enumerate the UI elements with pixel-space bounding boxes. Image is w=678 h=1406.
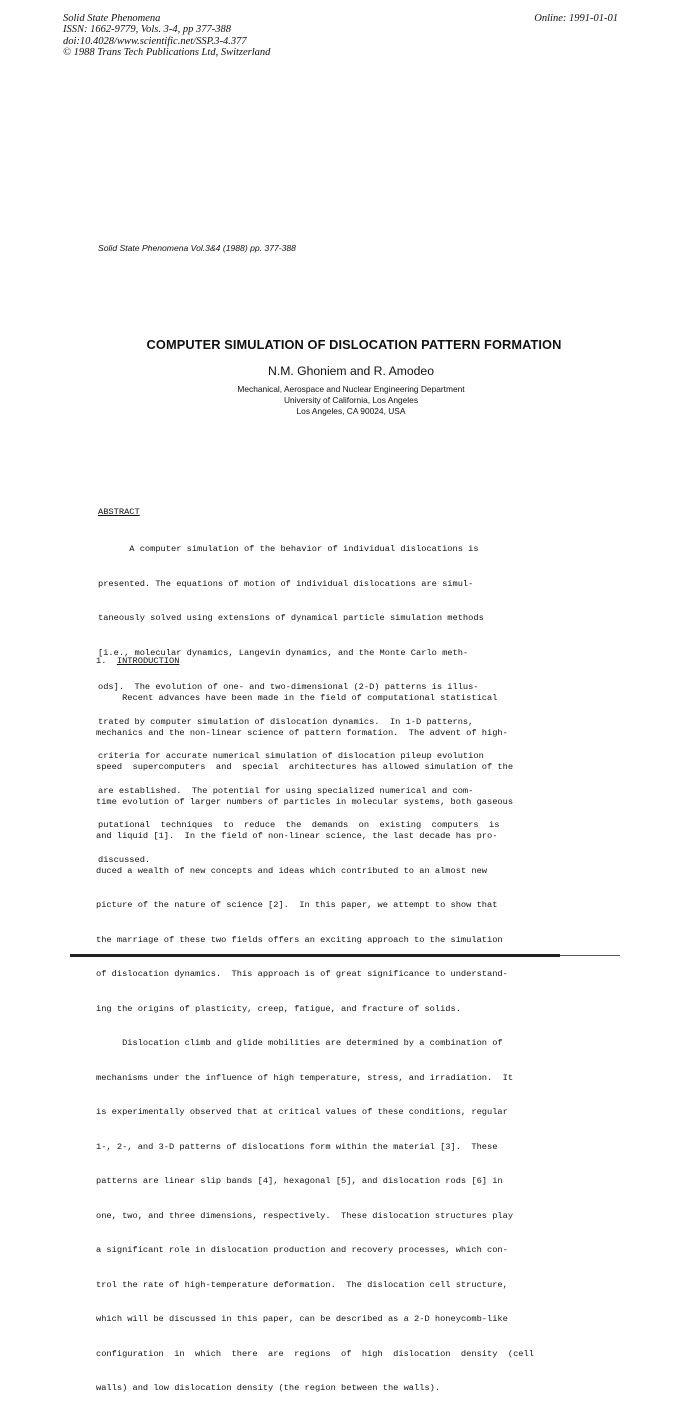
intro-line: walls) and low dislocation density (the region between the walls). (96, 1383, 441, 1393)
abstract-line: taneously solved using extensions of dynamical particle simulation methods (98, 613, 484, 623)
footer-rule (70, 954, 560, 957)
abstract-line: putational techniques to reduce the demands on existing computers is (98, 820, 500, 830)
doi-line: doi:10.4028/www.scientific.net/SSP.3-4.377 (63, 35, 247, 47)
author-affiliation (0, 384, 678, 417)
online-date: Online: 1991-01-01 (534, 13, 618, 24)
abstract-line: trated by computer simulation of dislocation dynamics. In 1-D patterns, (98, 716, 474, 727)
section-heading (96, 656, 179, 668)
affiliation-department: Mechanical, Aerospace and Nuclear Engineering Department (237, 384, 465, 394)
intro-line: trol the rate of high-temperature deformation. The dislocation cell structure, (96, 1279, 508, 1290)
publication-header (63, 13, 270, 59)
intro-line: picture of the nature of science [2]. In this paper, we attempt to show that (96, 900, 498, 910)
intro-line: a significant role in dislocation production and recovery processes, which con- (96, 1245, 508, 1255)
intro-line: time evolution of larger numbers of particles in molecular systems, both gaseous (96, 796, 514, 807)
intro-line: duced a wealth of new concepts and ideas which contributed to an almost new (96, 865, 488, 876)
intro-line: Dislocation climb and glide mobilities are determined by a combination of (96, 1038, 503, 1048)
abstract-line: A computer simulation of the behavior of individual dislocations is (98, 544, 479, 554)
intro-line: speed supercomputers and special architectures has allowed simulation of the (96, 762, 514, 772)
issn-line: ISSN: 1662-9779, Vols. 3-4, pp 377-388 (63, 24, 231, 36)
section-title: INTRODUCTION (116, 656, 180, 666)
abstract-line: discussed. (98, 854, 151, 865)
abstract-line: ods]. The evolution of one- and two-dimensional (2-D) patterns is illus- (98, 682, 479, 692)
intro-line: ing the origins of plasticity, creep, fatigue, and fracture of solids. (96, 1003, 461, 1014)
abstract-line: presented. The equations of motion of individual dislocations are simul- (98, 578, 474, 589)
introduction-body (96, 670, 534, 1406)
footer-rule-thin (560, 955, 620, 956)
intro-line: patterns are linear slip bands [4], hexagonal [5], and dislocation rods [6] in (96, 1176, 503, 1186)
intro-line: 1-, 2-, and 3-D patterns of dislocations form within the material [3]. These (96, 1141, 498, 1152)
journal-name: Solid State Phenomena (63, 13, 161, 24)
journal-reference: Solid State Phenomena Vol.3&4 (1988) pp. 377-388 (98, 243, 296, 253)
affiliation-address: Los Angeles, CA 90024, USA (296, 406, 406, 416)
abstract-heading: ABSTRACT (98, 507, 140, 517)
abstract-line: are established. The potential for using specialized numerical and com- (98, 785, 474, 796)
affiliation-university: University of California, Los Angeles (283, 395, 419, 405)
intro-line: is experimentally observed that at critical values of these conditions, regular (96, 1107, 508, 1117)
intro-line: which will be discussed in this paper, can be described as a 2-D honeycomb-like (96, 1314, 508, 1324)
intro-line: configuration in which there are regions of high dislocation density (cell (96, 1348, 534, 1359)
intro-line: the marriage of these two fields offers an exciting approach to the simulation (96, 934, 503, 945)
intro-line: Recent advances have been made in the field of computational statistical (96, 693, 498, 703)
intro-line: mechanisms under the influence of high temperature, stress, and irradiation. It (96, 1072, 514, 1083)
paper-authors: N.M. Ghoniem and R. Amodeo (268, 364, 434, 378)
intro-line: and liquid [1]. In the field of non-linear science, the last decade has pro- (96, 831, 498, 841)
copyright-line: © 1988 Trans Tech Publications Ltd, Switzerland (63, 47, 271, 59)
section-number: 1. (96, 656, 107, 666)
abstract-line: criteria for accurate numerical simulation of dislocation pileup evolution (98, 751, 484, 761)
intro-line: of dislocation dynamics. This approach is of great significance to understand- (96, 969, 508, 979)
intro-line: mechanics and the non-linear science of pattern formation. The advent of high- (96, 727, 508, 738)
intro-line: one, two, and three dimensions, respectively. These dislocation structures play (96, 1210, 514, 1221)
abstract-line: [i.e., molecular dynamics, Langevin dynamics, and the Monte Carlo meth- (98, 647, 469, 658)
paper-title: COMPUTER SIMULATION OF DISLOCATION PATTERN FORMATION (146, 337, 562, 352)
